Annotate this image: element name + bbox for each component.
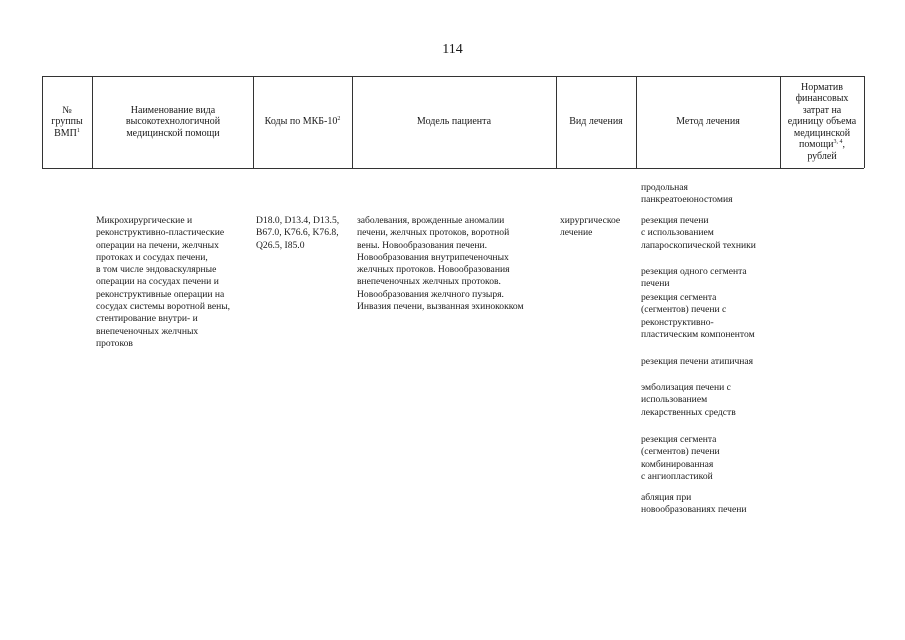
header-cost-norm: Норматив финансовых затрат на единицу объема медицинской помощи$^{3, 4}$, рублей — [787, 81, 857, 162]
icd-codes: D18.0, D13.4, D13.5, B67.0, K76.6, K76.8, Q26.5, I85.0 — [256, 215, 340, 251]
header-separator — [864, 76, 865, 168]
header-treatment-type: Вид лечения — [569, 116, 623, 128]
table-header-bottom-rule — [42, 168, 864, 169]
treatment-method-item: продольная панкреатоеюностомия — [641, 182, 733, 206]
header-icd-codes: Коды по МКБ-$10^2$ — [264, 116, 341, 128]
treatment-method-item: резекция одного сегмента печени — [641, 266, 747, 290]
page-number: 114 — [442, 42, 463, 57]
care-type-name: Микрохирургические и реконструктивно-пластические операции на печени, желчных протоках и сосудах печени, в том числе эндоваскулярные операции на сосудах печени и реконструктивные операции на сосудах системы воротной вены, стентирование внутри- и внепеченочных желчных протоков — [96, 215, 231, 349]
header-separator — [42, 76, 43, 168]
treatment-type: хирургическое лечение — [560, 215, 621, 239]
patient-model: заболевания, врожденные аномалии печени, желчных протоков, воротной вены. Новообразования печени. Новообразования внутрипеченочных желчных протоков. Новообразования внепеченочных желчных протоков. Новообразования желчного пузыря. Инвазия печени, вызванная эхинококком — [357, 215, 524, 313]
header-separator — [92, 76, 93, 168]
treatment-method-item: абляция при новообразованиях печени — [641, 492, 747, 516]
header-treatment-method: Метод лечения — [676, 116, 740, 128]
header-care-type: Наименование вида высокотехнологичной медицинской помощи — [125, 104, 221, 139]
header-group-number: № группы ВМП$^1$ — [51, 104, 83, 139]
treatment-method-item: резекция сегмента (сегментов) печени комбинированная с ангиопластикой — [641, 434, 720, 482]
treatment-method-item: резекция печени атипичная — [641, 356, 754, 367]
treatment-method-item: эмболизация печени с использованием лекарственных средств — [641, 382, 736, 418]
treatment-method-item: резекция печени с использованием лапароскопической техники — [641, 215, 756, 251]
header-patient-model: Модель пациента — [416, 116, 492, 128]
treatment-method-item: резекция сегмента (сегментов) печени с реконструктивно- пластическим компонентом — [641, 292, 755, 340]
